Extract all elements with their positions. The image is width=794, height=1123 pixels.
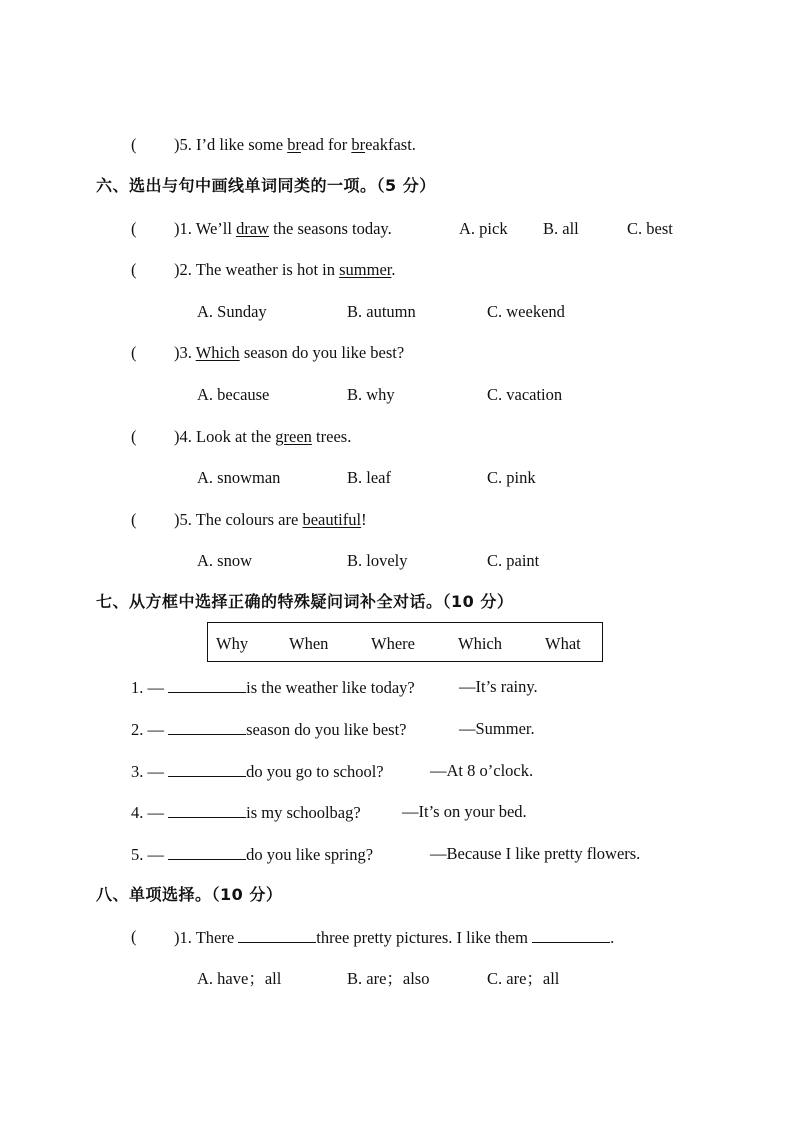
fill-blank[interactable] xyxy=(168,761,246,777)
word-option: Where xyxy=(371,634,415,653)
question-text: )1. There three pretty pictures. I like them . xyxy=(174,928,615,947)
option-b[interactable]: B. all xyxy=(543,219,579,238)
dialogue-row xyxy=(131,844,641,865)
option-c[interactable]: C. paint xyxy=(487,551,540,570)
dialogue-row xyxy=(131,761,534,782)
question-number: 2. — xyxy=(131,720,169,739)
dialogue-row xyxy=(131,677,538,698)
option-a[interactable]: A. Sunday xyxy=(197,302,267,321)
option-a[interactable]: A. snowman xyxy=(197,468,281,487)
option-a[interactable]: A. snow xyxy=(197,551,253,570)
dialogue-row xyxy=(131,802,527,823)
question-text: season do you like best? xyxy=(246,720,407,739)
fill-blank[interactable] xyxy=(168,844,246,860)
question-text: is my schoolbag? xyxy=(246,803,361,822)
section-title: 六、选出与句中画线单词同类的一项。（5 分） xyxy=(96,176,436,195)
option-c[interactable]: C. vacation xyxy=(487,385,563,404)
answer-paren[interactable]: ( xyxy=(131,427,137,446)
option-c[interactable]: C. weekend xyxy=(487,302,565,321)
answer-text: —Summer. xyxy=(459,719,535,738)
section-title: 八、单项选择。（10 分） xyxy=(96,885,283,904)
section-title: 七、从方框中选择正确的特殊疑问词补全对话。（10 分） xyxy=(96,592,514,611)
option-c[interactable]: C. are；all xyxy=(487,969,560,988)
answer-paren[interactable]: ( xyxy=(131,135,137,154)
question-text: )3. Which season do you like best? xyxy=(174,343,405,362)
option-a[interactable]: A. have；all xyxy=(197,969,282,988)
option-b[interactable]: B. leaf xyxy=(347,468,391,487)
answer-text: —It’s rainy. xyxy=(459,677,538,696)
fill-blank[interactable] xyxy=(168,802,246,818)
option-c[interactable]: C. pink xyxy=(487,468,536,487)
word-option: What xyxy=(545,634,581,653)
fill-blank[interactable] xyxy=(168,719,246,735)
question-number: 3. — xyxy=(131,762,169,781)
question-text: do you like spring? xyxy=(246,845,374,864)
option-c[interactable]: C. best xyxy=(627,219,673,238)
fill-blank[interactable] xyxy=(238,927,316,943)
question-number: 1. — xyxy=(131,678,169,697)
question-text: )1. We’ll draw the seasons today. xyxy=(174,219,392,238)
option-a[interactable]: A. because xyxy=(197,385,270,404)
option-b[interactable]: B. why xyxy=(347,385,395,404)
answer-paren[interactable]: ( xyxy=(131,927,137,946)
answer-paren[interactable]: ( xyxy=(131,260,137,279)
question-text: )5. I’d like some bread for breakfast. xyxy=(174,135,416,154)
question-text: )4. Look at the green trees. xyxy=(174,427,352,446)
fill-blank[interactable] xyxy=(532,927,610,943)
option-b[interactable]: B. lovely xyxy=(347,551,408,570)
answer-paren[interactable]: ( xyxy=(131,343,137,362)
answer-text: —Because I like pretty flowers. xyxy=(430,844,641,863)
question-text: is the weather like today? xyxy=(246,678,415,697)
option-a[interactable]: A. pick xyxy=(459,219,508,238)
answer-paren[interactable]: ( xyxy=(131,219,137,238)
answer-paren[interactable]: ( xyxy=(131,510,137,529)
question-number: 5. — xyxy=(131,845,169,864)
question-text: )5. The colours are beautiful! xyxy=(174,510,367,529)
word-option: Which xyxy=(458,634,502,653)
question-number: 4. — xyxy=(131,803,169,822)
word-option: When xyxy=(289,634,329,653)
dialogue-row xyxy=(131,719,535,740)
question-text: )2. The weather is hot in summer. xyxy=(174,260,396,279)
question-text: do you go to school? xyxy=(246,762,384,781)
option-b[interactable]: B. are；also xyxy=(347,969,430,988)
word-option: Why xyxy=(216,634,249,653)
fill-blank[interactable] xyxy=(168,677,246,693)
option-b[interactable]: B. autumn xyxy=(347,302,416,321)
answer-text: —It’s on your bed. xyxy=(402,802,527,821)
word-box xyxy=(207,622,603,662)
answer-text: —At 8 o’clock. xyxy=(430,761,534,780)
